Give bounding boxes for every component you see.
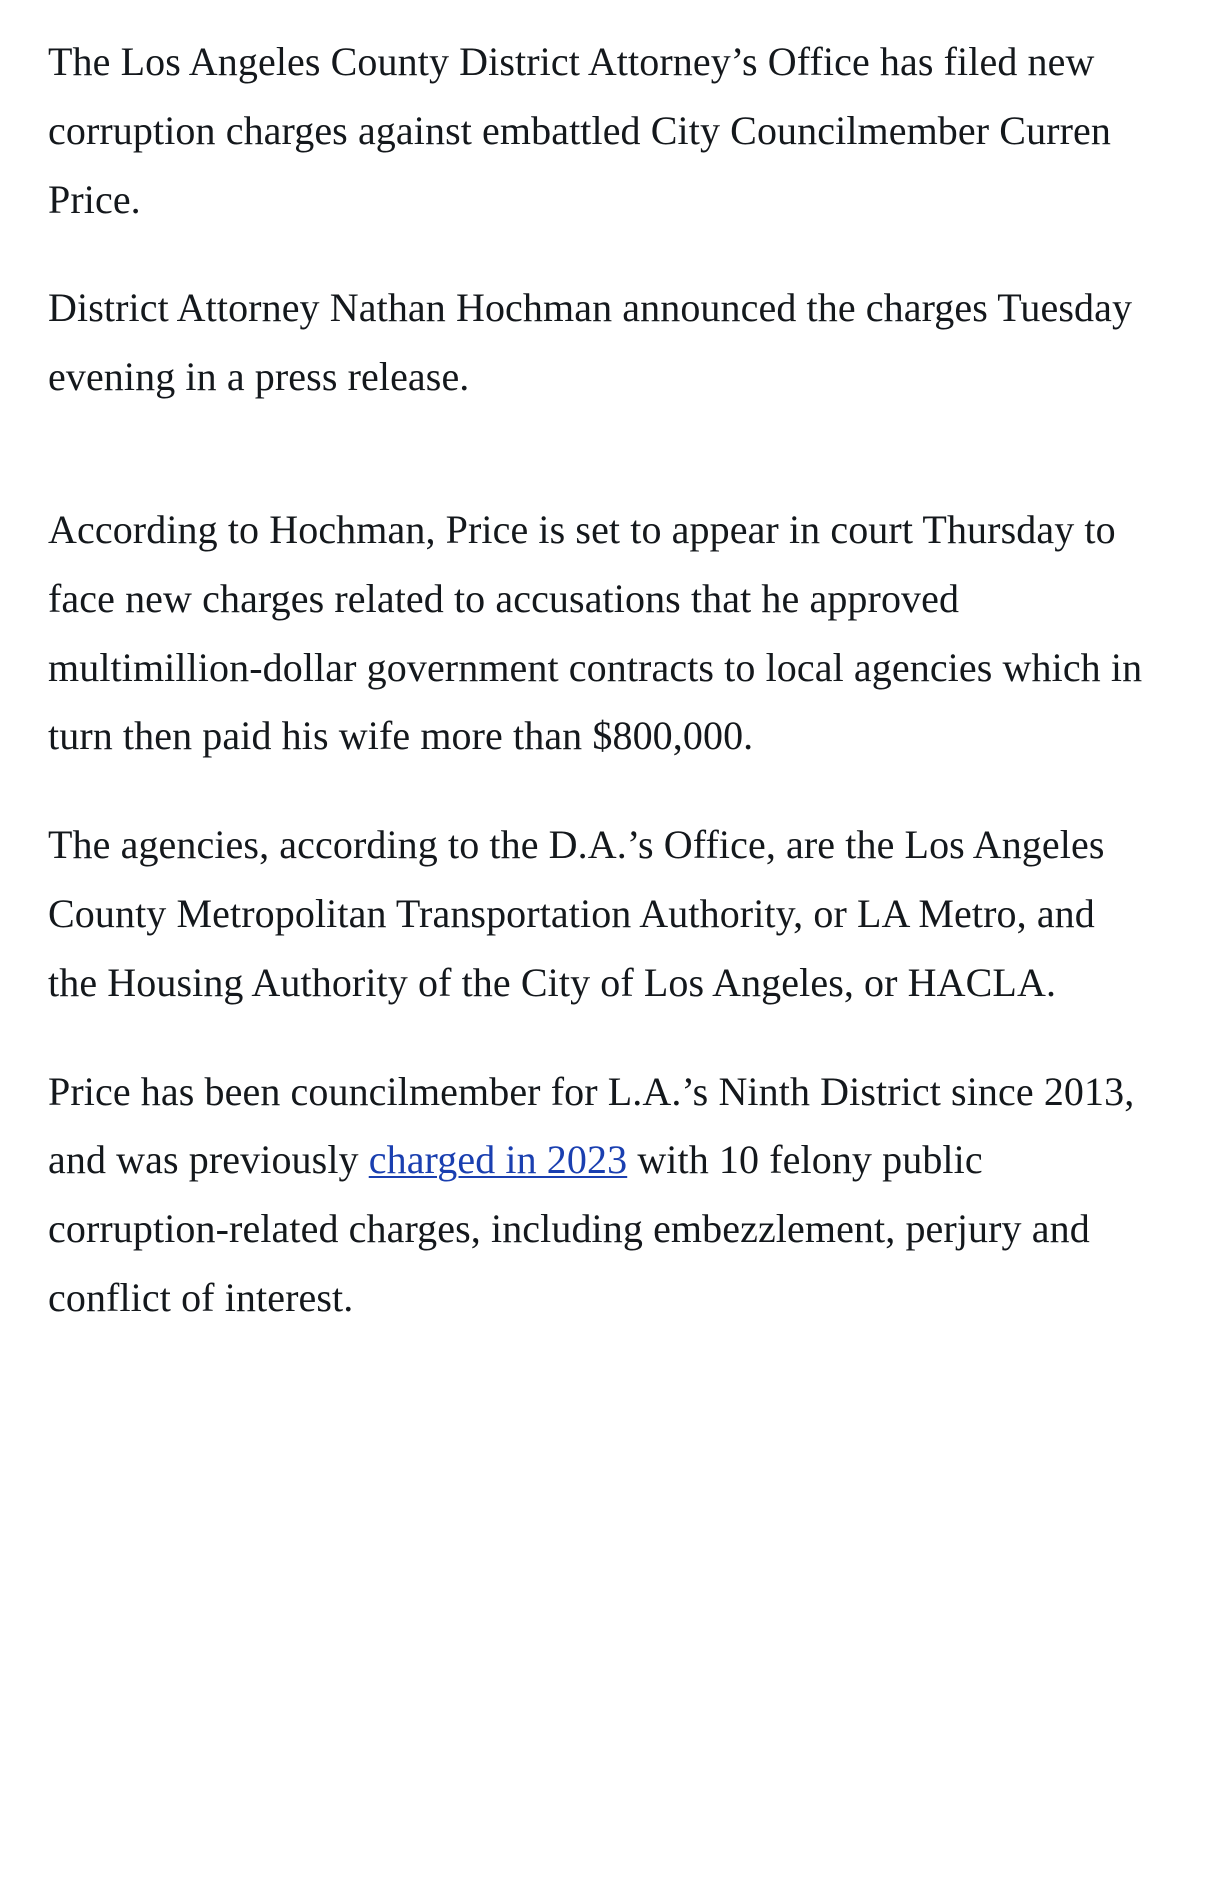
paragraph-text-after-link: with 10 felony public corruption-related charges, including embezzlement, perjury and conflict of interest. — [48, 1137, 1090, 1320]
article-paragraph-2: District Attorney Nathan Hochman announced the charges Tuesday evening in a press release. — [48, 285, 1133, 400]
article-paragraph-3: According to Hochman, Price is set to appear in court Thursday to face new charges related to accusations that he approved multimillion-dollar government contracts to local agencies which in turn then paid his wife more than $800,000. — [48, 506, 1143, 759]
article-paragraph-5 — [48, 1058, 1146, 1333]
article-paragraph-1: The Los Angeles County District Attorney’s Office has filed new corruption charges against embattled City Councilmember Curren Price. — [48, 39, 1111, 222]
article-paragraph-4: The agencies, according to the D.A.’s Office, are the Los Angeles County Metropolitan Transportation Authority, or LA Metro, and the Housing Authority of the City of Los Angeles, or HACLA. — [48, 822, 1105, 1005]
charged-in-2023-link[interactable]: charged in 2023 — [368, 1137, 628, 1183]
paragraph-text-before-link: Price has been councilmember for L.A.’s Ninth District since 2013, and was previously — [48, 1068, 1135, 1183]
